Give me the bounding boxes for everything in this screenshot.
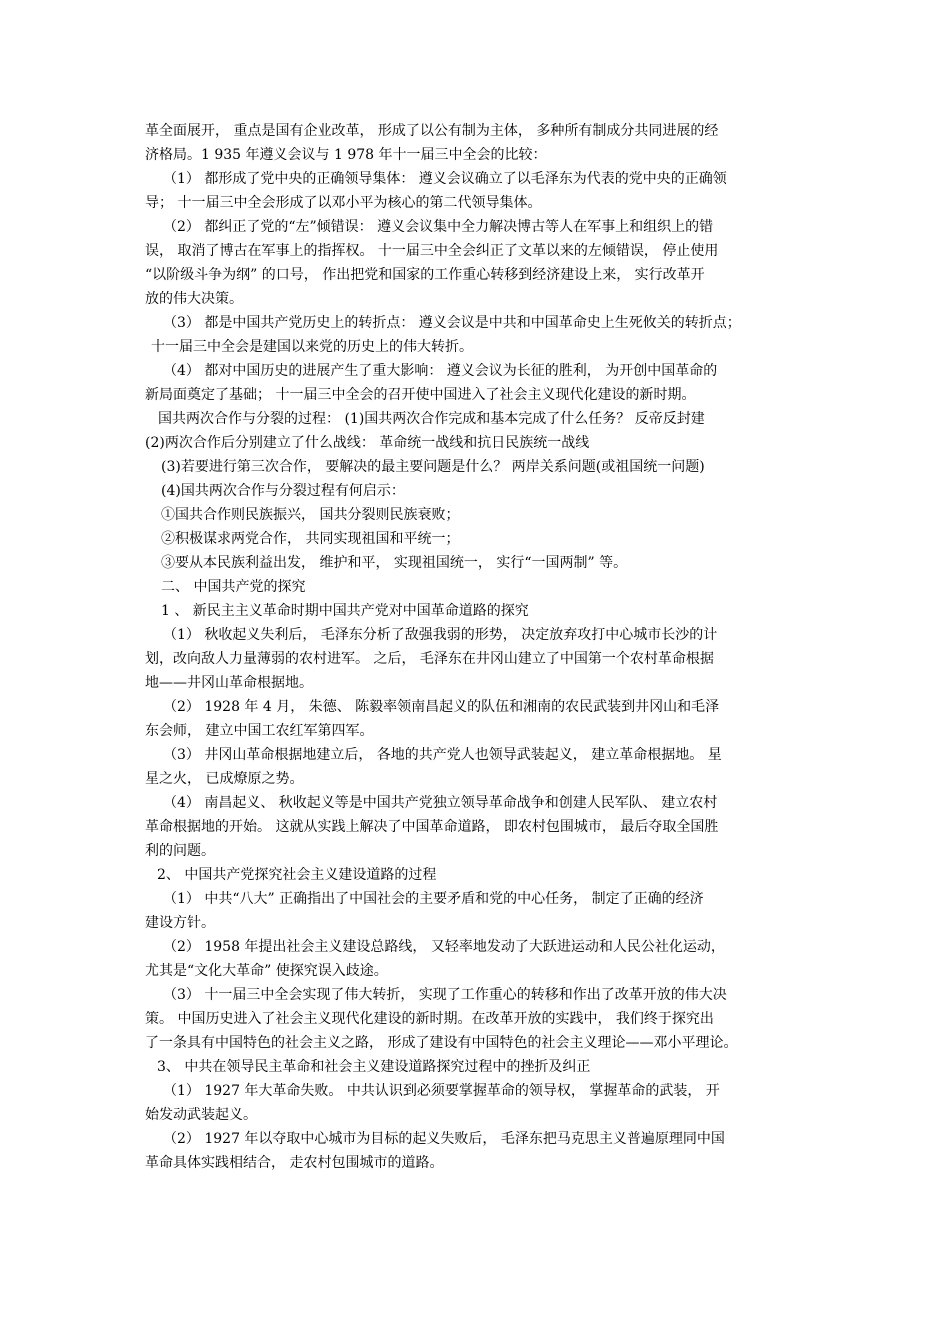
text-line: 二、 中国共产党的探究 bbox=[161, 579, 306, 595]
text-line: （4） 都对中国历史的进展产生了重大影响： 遵义会议为长征的胜利， 为开创中国革命的 bbox=[163, 363, 718, 379]
text-line: 革命根据地的开始。 这就从实践上解决了中国革命道路， 即农村包围城市， 最后夺取全国胜 bbox=[145, 819, 719, 835]
text-line: （3） 十一届三中全会实现了伟大转折， 实现了工作重心的转移和作出了改革开放的伟大决 bbox=[163, 987, 727, 1003]
text-line: （1） 秋收起义失利后， 毛泽东分析了敌强我弱的形势， 决定放弃攻打中心城市长沙的计 bbox=[163, 627, 718, 643]
text-line: 3、 中共在领导民主革命和社会主义建设道路探究过程中的挫折及纠正 bbox=[157, 1059, 591, 1075]
text-line: （3） 井冈山革命根据地建立后， 各地的共产党人也领导武装起义， 建立革命根据地。 星 bbox=[163, 747, 722, 763]
text-line: ①国共合作则民族振兴， 国共分裂则民族衰败； bbox=[161, 507, 460, 523]
text-line: 放的伟大决策。 bbox=[145, 291, 243, 307]
text-line: （1） 1927 年大革命失败。 中共认识到必须要掌握革命的领导权， 掌握革命的武装， 开 bbox=[163, 1083, 720, 1099]
text-line: ③要从本民族利益出发， 维护和平， 实现祖国统一， 实行“一国两制” 等。 bbox=[161, 555, 628, 571]
text-line: 利的问题。 bbox=[145, 843, 215, 859]
text-line: （4） 南昌起义、 秋收起义等是中国共产党独立领导革命战争和创建人民军队、 建立农村 bbox=[163, 795, 718, 811]
text-line: 1 、 新民主主义革命时期中国共产党对中国革命道路的探究 bbox=[161, 603, 529, 619]
text-line: 国共两次合作与分裂的过程： (1)国共两次合作完成和基本完成了什么任务？ 反帝反封建 bbox=[158, 411, 705, 427]
text-line: （2） 1928 年 4 月， 朱德、 陈毅率领南昌起义的队伍和湘南的农民武装到井冈山和毛泽 bbox=[163, 699, 720, 715]
text-line: (2)两次合作后分别建立了什么战线： 革命统一战线和抗日民族统一战线 bbox=[145, 435, 590, 451]
text-line: （2） 都纠正了党的“左”倾错误： 遵义会议集中全力解决博古等人在军事上和组织上的错 bbox=[163, 219, 714, 235]
text-line: 策。 中国历史进入了社会主义现代化建设的新时期。在改革开放的实践中， 我们终于探究出 bbox=[145, 1011, 714, 1027]
text-line: （1） 都形成了党中央的正确领导集体： 遵义会议确立了以毛泽东为代表的党中央的正确领 bbox=[163, 171, 727, 187]
text-line: 十一届三中全会是建国以来党的历史上的伟大转折。 bbox=[151, 339, 473, 355]
text-line: 始发动武装起义。 bbox=[145, 1107, 257, 1123]
text-line: ②积极谋求两党合作， 共同实现祖国和平统一； bbox=[161, 531, 460, 547]
text-line: “以阶级斗争为纲” 的口号， 作出把党和国家的工作重心转移到经济建设上来， 实行改革开 bbox=[145, 267, 705, 283]
text-line: 建设方针。 bbox=[145, 915, 215, 931]
text-line: 了一条具有中国特色的社会主义之路， 形成了建设有中国特色的社会主义理论——邓小平理论。 bbox=[145, 1035, 738, 1051]
text-line: (4)国共两次合作与分裂过程有何启示： bbox=[161, 483, 405, 499]
text-line: 2、 中国共产党探究社会主义建设道路的过程 bbox=[157, 867, 437, 883]
text-line: 尤其是“文化大革命” 使探究误入歧途。 bbox=[145, 963, 388, 979]
text-line: 划，改向敌人力量薄弱的农村进军。 之后， 毛泽东在井冈山建立了中国第一个农村革命根据 bbox=[145, 651, 714, 667]
text-line: 东会师， 建立中国工农红军第四军。 bbox=[145, 723, 374, 739]
text-line: 地——井冈山革命根据地。 bbox=[145, 675, 313, 691]
text-line: （2） 1958 年提出社会主义建设总路线， 又轻率地发动了大跃进运动和人民公社化运动， bbox=[163, 939, 725, 955]
text-line: (3)若要进行第三次合作， 要解决的最主要问题是什么？ 两岸关系问题(或祖国统一问题) bbox=[161, 459, 705, 475]
text-line: （1） 中共“八大” 正确指出了中国社会的主要矛盾和党的中心任务， 制定了正确的经济 bbox=[163, 891, 704, 907]
text-line: 革命具体实践相结合， 走农村包围城市的道路。 bbox=[145, 1155, 444, 1171]
text-line: （3） 都是中国共产党历史上的转折点： 遵义会议是中共和中国革命史上生死攸关的转折点； bbox=[163, 315, 741, 331]
text-line: 济格局。1 935 年遵义会议与 1 978 年十一届三中全会的比较： bbox=[145, 147, 547, 163]
text-line: （2） 1927 年以夺取中心城市为目标的起义失败后， 毛泽东把马克思主义普遍原理同中国 bbox=[163, 1131, 725, 1147]
text-line: 革全面展开， 重点是国有企业改革， 形成了以公有制为主体， 多种所有制成分共同进展的经 bbox=[145, 123, 719, 139]
text-line: 误， 取消了博古在军事上的指挥权。 十一届三中全会纠正了文革以来的左倾错误， 停止使用 bbox=[145, 243, 719, 259]
text-line: 星之火， 已成燎原之势。 bbox=[145, 771, 304, 787]
text-line: 新局面奠定了基础； 十一届三中全会的召开使中国进入了社会主义现代化建设的新时期。 bbox=[145, 387, 696, 403]
text-line: 导； 十一届三中全会形成了以邓小平为核心的第二代领导集体。 bbox=[145, 195, 542, 211]
